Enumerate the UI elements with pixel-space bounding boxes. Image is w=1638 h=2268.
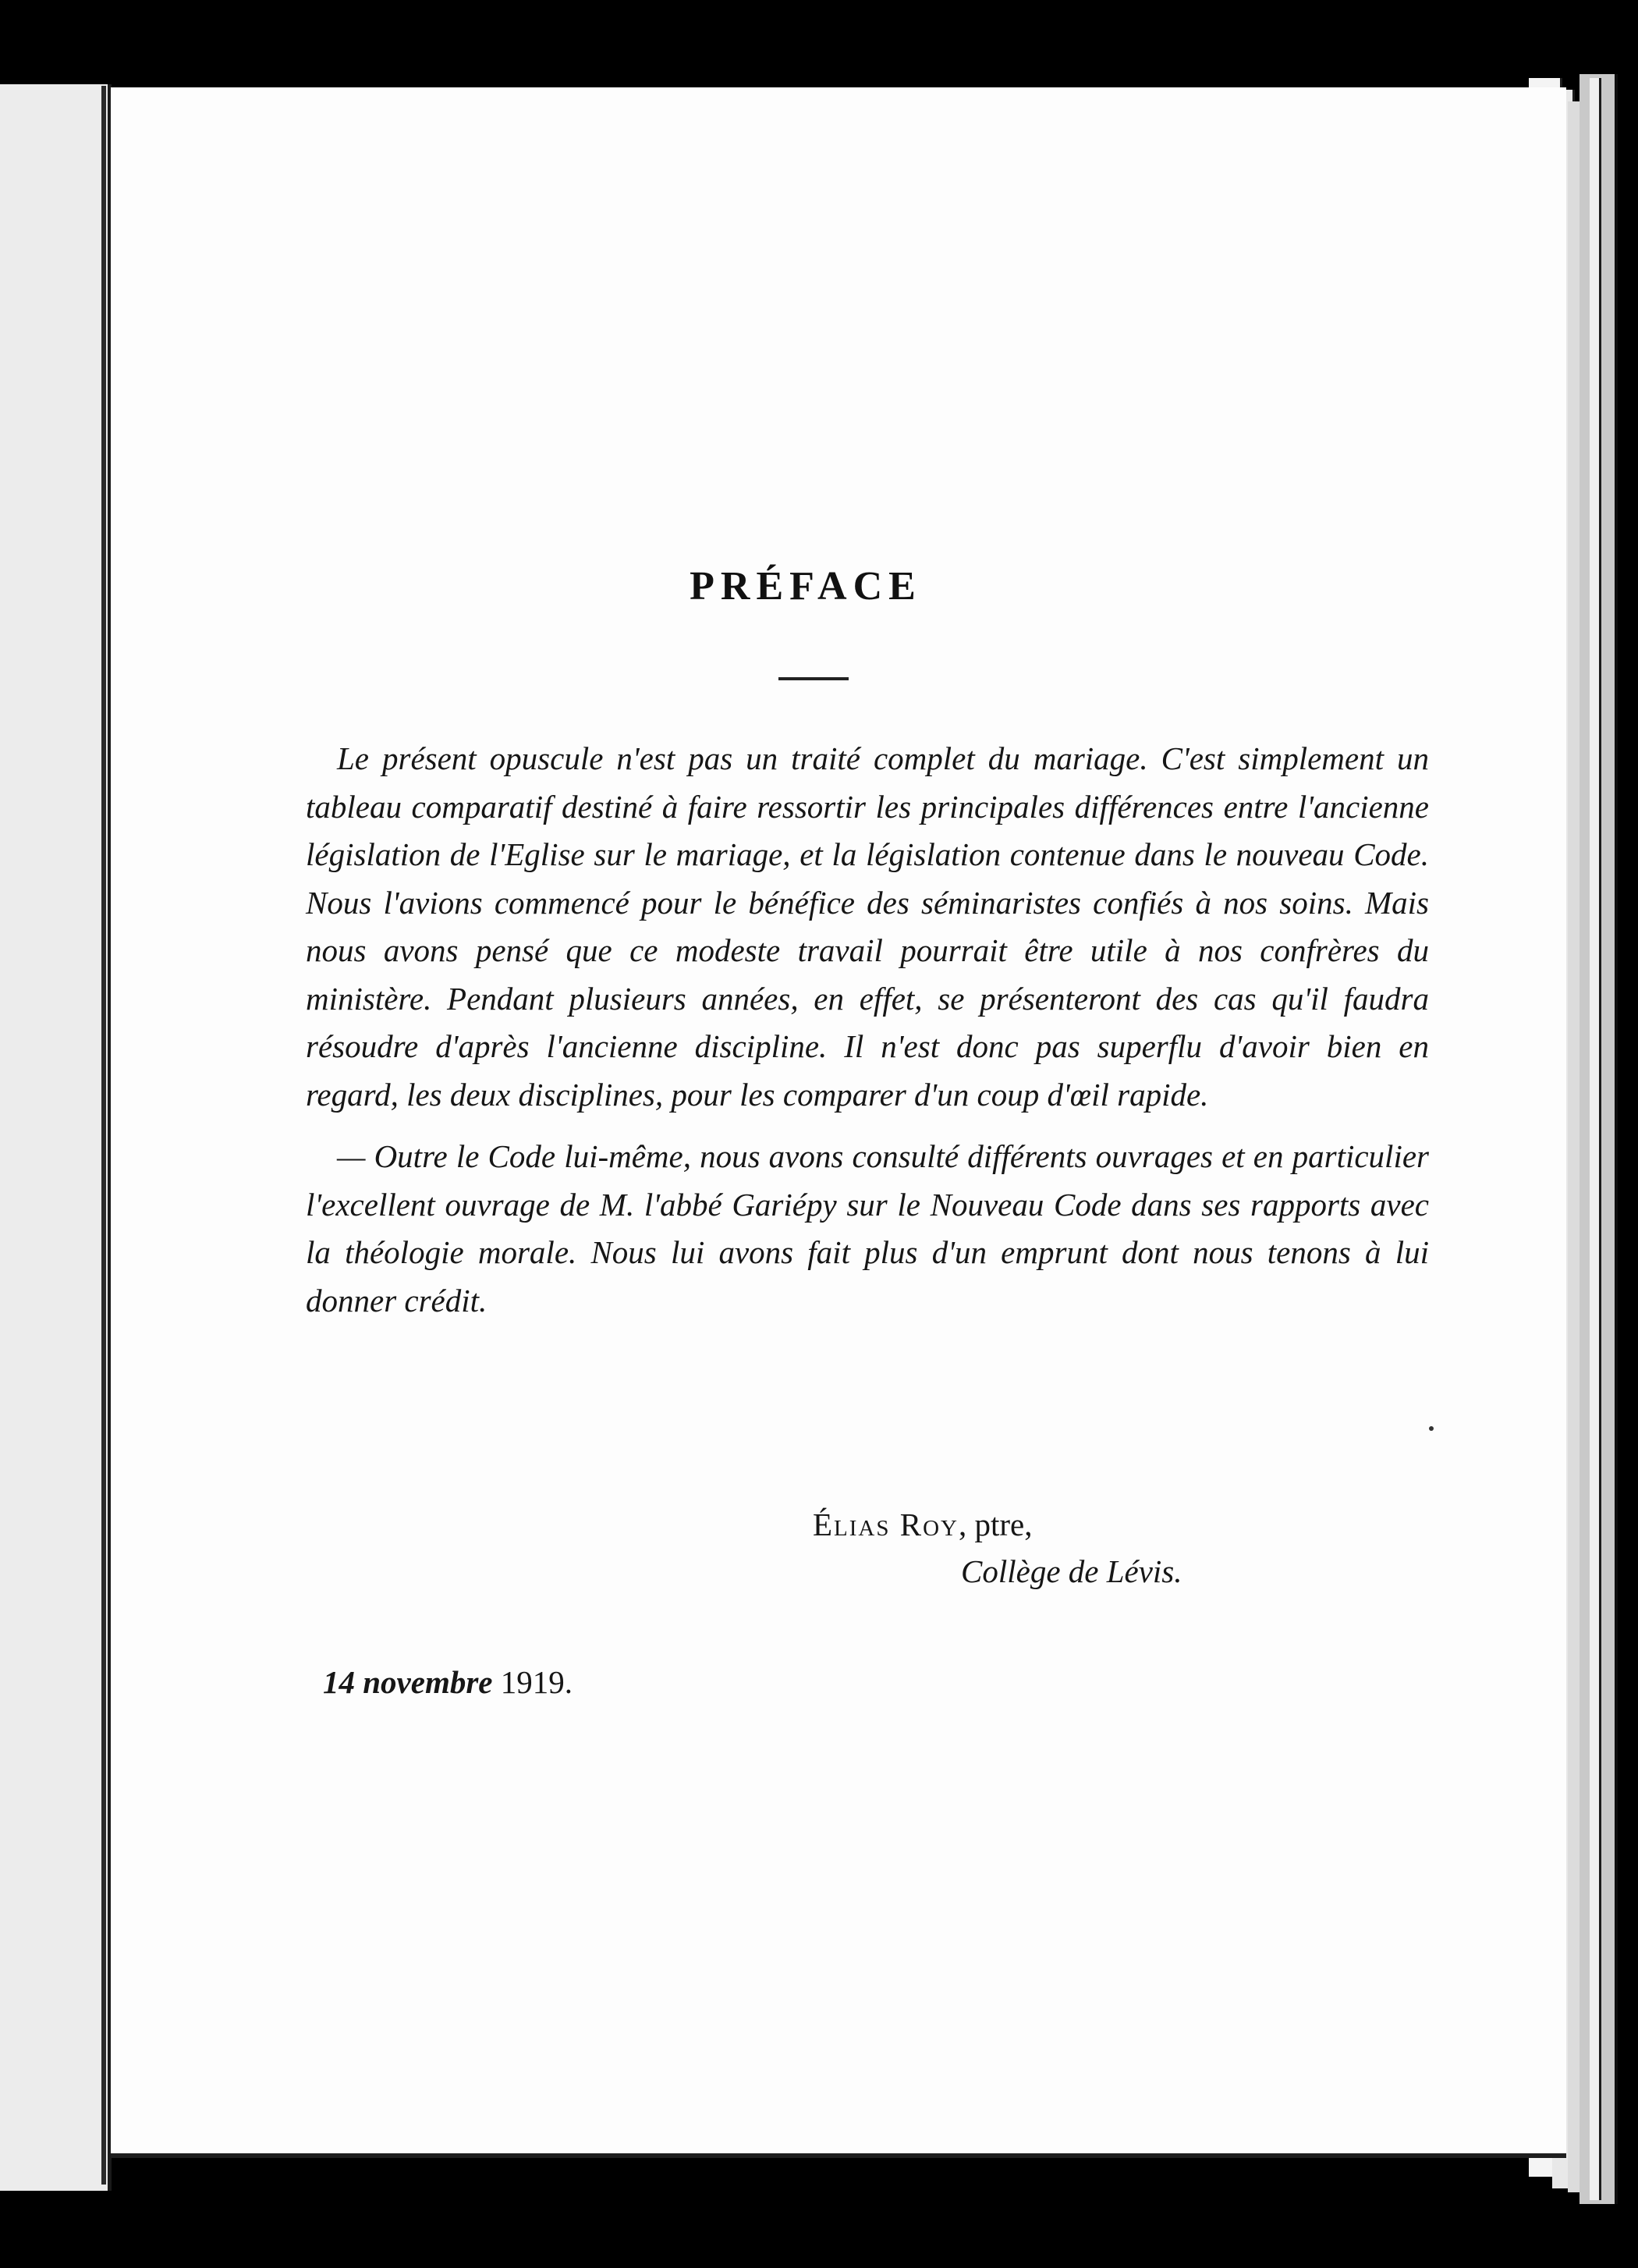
book-page: [111, 87, 1566, 2158]
author-title: , ptre,: [958, 1507, 1033, 1542]
scan-speck: [1429, 1426, 1434, 1431]
date: [323, 1663, 573, 1701]
page-title: PRÉFACE: [690, 564, 922, 609]
page-edge: [1590, 78, 1601, 2200]
signature: [813, 1506, 1398, 1543]
date-day-month: 14 novembre: [323, 1664, 493, 1700]
date-year: 1919.: [492, 1664, 573, 1700]
left-page-edge: [0, 84, 112, 2191]
preface-body: [306, 735, 1429, 1325]
paragraph: — Outre le Code lui-même, nous avons consulté différents ouvrages et en particulier l'excellent ouvrage de M. l'abbé Gariépy sur le Nouveau Code dans ses rapports avec la théologie morale. Nous lui avons fait plus d'un emprunt dont nous tenons à lui donner crédit.: [306, 1138, 1429, 1319]
paragraph: Le présent opuscule n'est pas un traité complet du mariage. C'est simplement un tableau comparatif destiné à faire ressortir les principales différences entre l'ancienne législation de l'Eglise sur le mariage, et la législation contenue dans le nouveau Code. Nous l'avions commencé pour le bénéfice des séminaristes confiés à nos soins. Mais nous avons pensé que ce modeste travail pourrait être utile à nos confrères du ministère. Pendant plusieurs années, en effet, se présenteront des cas qu'il faudra résoudre d'après l'ancienne discipline. Il n'est donc pas superflu d'avoir bien en regard, les deux disciplines, pour les comparer d'un coup d'œil rapide.: [306, 740, 1429, 1113]
binding-line: [101, 86, 106, 2185]
signature-place: Collège de Lévis.: [961, 1553, 1182, 1589]
author-name: Élias Roy: [813, 1507, 959, 1542]
title-divider: [778, 677, 849, 680]
